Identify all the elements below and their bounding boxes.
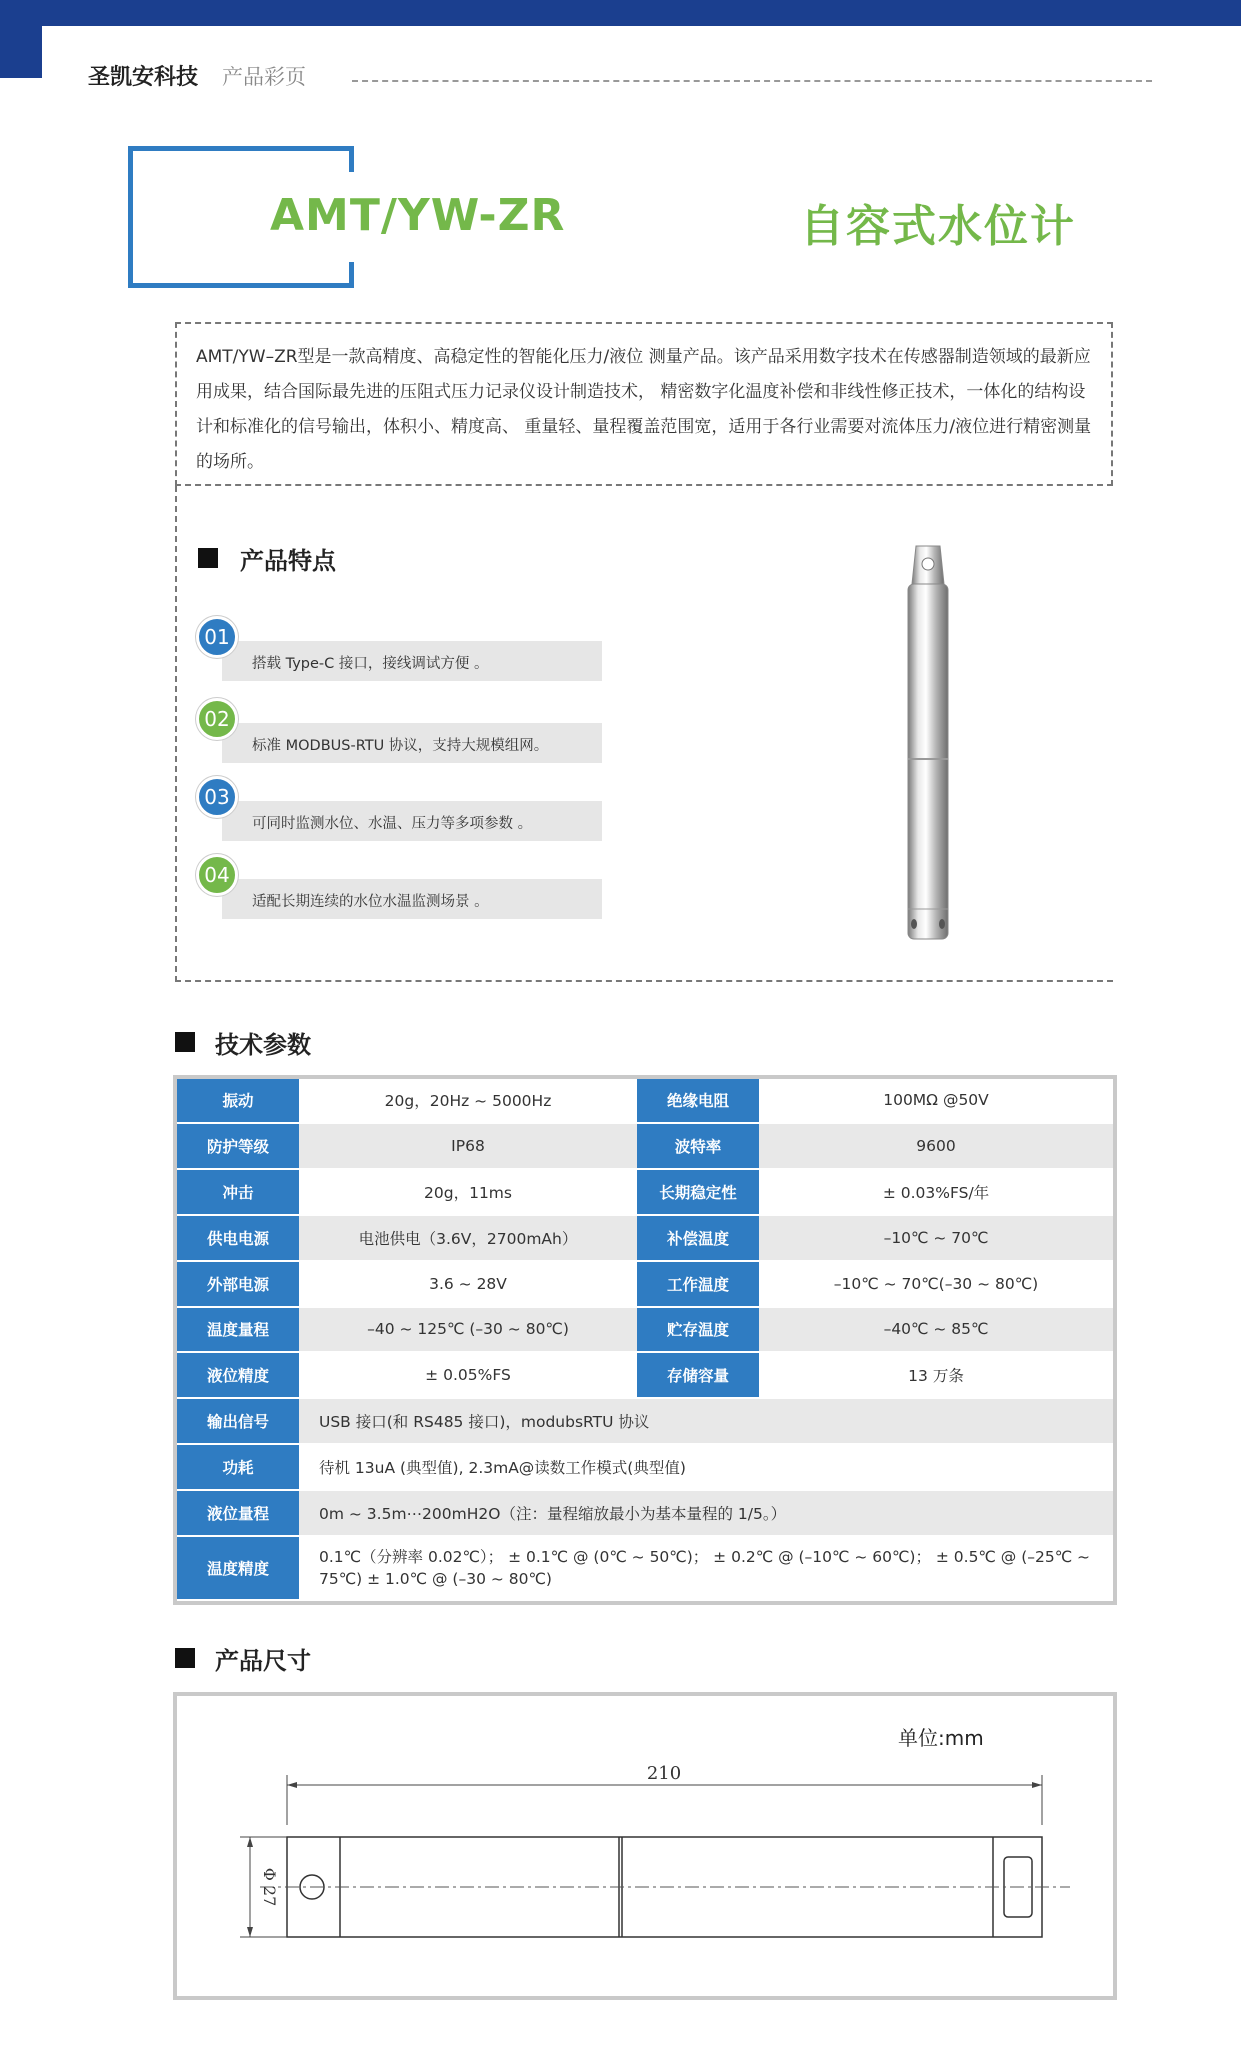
spec-value: 3.6 ~ 28V [299, 1261, 637, 1307]
table-row [177, 1123, 1113, 1169]
spec-label: 防护等级 [177, 1123, 299, 1169]
table-row [177, 1169, 1113, 1215]
spec-label: 冲击 [177, 1169, 299, 1215]
feature-text: 标准 MODBUS-RTU 协议，支持大规模组网。 [252, 738, 549, 754]
section-marker [175, 1648, 195, 1668]
page-subtitle: 产品彩页 [222, 65, 306, 89]
spec-table [173, 1075, 1117, 1605]
unit-label: 单位:mm [898, 1726, 984, 1750]
feature-item [222, 641, 602, 681]
model-title: AMT/YW-ZR [270, 190, 566, 241]
spec-label: 绝缘电阻 [637, 1079, 759, 1123]
length-label: 210 [646, 1765, 682, 1784]
spec-value: –40 ~ 125℃ (–30 ~ 80℃) [299, 1307, 637, 1353]
spec-value: –10℃ ~ 70℃(–30 ~ 80℃) [759, 1261, 1113, 1307]
feature-number-badge: 03 [196, 776, 238, 818]
spec-value: ± 0.05%FS [299, 1352, 637, 1398]
spec-value: 电池供电（3.6V，2700mAh） [299, 1215, 637, 1261]
spec-label: 温度精度 [177, 1536, 299, 1600]
table-row [177, 1215, 1113, 1261]
spec-label: 工作温度 [637, 1261, 759, 1307]
spec-label: 长期稳定性 [637, 1169, 759, 1215]
spec-value: 20g，11ms [299, 1169, 637, 1215]
spec-value: 100MΩ @50V [759, 1079, 1113, 1123]
spec-label: 液位精度 [177, 1352, 299, 1398]
header-divider [352, 80, 1152, 82]
spec-value: 13 万条 [759, 1352, 1113, 1398]
feature-item [222, 723, 602, 763]
product-name: 自容式水位计 [800, 201, 1076, 252]
feature-text: 适配长期连续的水位水温监测场景 。 [252, 894, 489, 910]
feature-text: 可同时监测水位、水温、压力等多项参数 。 [252, 816, 533, 832]
header-tab [0, 0, 42, 78]
section-marker [198, 548, 218, 568]
spec-value: 20g，20Hz ~ 5000Hz [299, 1079, 637, 1123]
spec-label: 温度量程 [177, 1307, 299, 1353]
table-row [177, 1307, 1113, 1353]
spec-value: ± 0.03%FS/年 [759, 1169, 1113, 1215]
spec-label: 外部电源 [177, 1261, 299, 1307]
spec-label: 功耗 [177, 1444, 299, 1490]
dimension-drawing [230, 1765, 1090, 1945]
spec-value: 0.1℃（分辨率 0.02℃）； ± 0.1℃ @ (0℃ ~ 50℃)； ± 0.2℃ @ (–10℃ ~ 60℃)； ± 0.5℃ @ (–25℃ ~ 75℃) ± 1.0℃ @ (–30 ~ 80℃) [299, 1536, 1113, 1600]
table-row [177, 1079, 1113, 1123]
spec-value: –10℃ ~ 70℃ [759, 1215, 1113, 1261]
spec-value: 0m ~ 3.5m⋯200mH2O（注：量程缩放最小为基本量程的 1/5。） [299, 1490, 1113, 1536]
header-band [42, 0, 1241, 26]
sensor-image [898, 544, 958, 944]
spec-value: 9600 [759, 1123, 1113, 1169]
feature-item [222, 801, 602, 841]
spec-label: 补偿温度 [637, 1215, 759, 1261]
feature-number-badge: 02 [196, 698, 238, 740]
spec-value: 待机 13uA (典型值), 2.3mA@读数工作模式(典型值) [299, 1444, 1113, 1490]
spec-label: 供电电源 [177, 1215, 299, 1261]
spec-label: 贮存温度 [637, 1307, 759, 1353]
feature-text: 搭载 Type-C 接口，接线调试方便 。 [252, 656, 489, 672]
feature-item [222, 879, 602, 919]
table-row [177, 1398, 1113, 1444]
title-frame [128, 146, 354, 151]
table-row [177, 1536, 1113, 1600]
brand-name: 圣凯安科技 [88, 65, 199, 90]
section-marker [175, 1032, 195, 1052]
feature-number-badge: 01 [196, 616, 238, 658]
features-title: 产品特点 [240, 547, 336, 575]
specs-title: 技术参数 [215, 1031, 311, 1059]
title-frame [128, 146, 133, 288]
diameter-label: Φ 27 [260, 1867, 279, 1907]
spec-label: 存储容量 [637, 1352, 759, 1398]
title-frame [349, 262, 354, 288]
title-frame [349, 146, 354, 172]
table-row [177, 1490, 1113, 1536]
spec-value: IP68 [299, 1123, 637, 1169]
feature-number-badge: 04 [196, 854, 238, 896]
table-row [177, 1261, 1113, 1307]
dimensions-title: 产品尺寸 [215, 1647, 311, 1675]
spec-label: 液位量程 [177, 1490, 299, 1536]
title-frame [128, 283, 354, 288]
spec-value: –40℃ ~ 85℃ [759, 1307, 1113, 1353]
spec-label: 振动 [177, 1079, 299, 1123]
spec-label: 波特率 [637, 1123, 759, 1169]
table-row [177, 1352, 1113, 1398]
spec-label: 输出信号 [177, 1398, 299, 1444]
intro-text: AMT/YW–ZR型是一款高精度、高稳定性的智能化压力/液位 测量产品。该产品采用数字技术在传感器制造领域的最新应用成果，结合国际最先进的压阻式压力记录仪设计制造技术， 精密数字化温度补偿和非线性修正技术，一体化的结构设计和标准化的信号输出，体积小、精度高、 重量轻、量程覆盖范围宽，适用于各行业需要对流体压力/液位进行精密测量的场所。 [196, 347, 1092, 472]
spec-value: USB 接口(和 RS485 接口)，modubsRTU 协议 [299, 1398, 1113, 1444]
table-row [177, 1444, 1113, 1490]
